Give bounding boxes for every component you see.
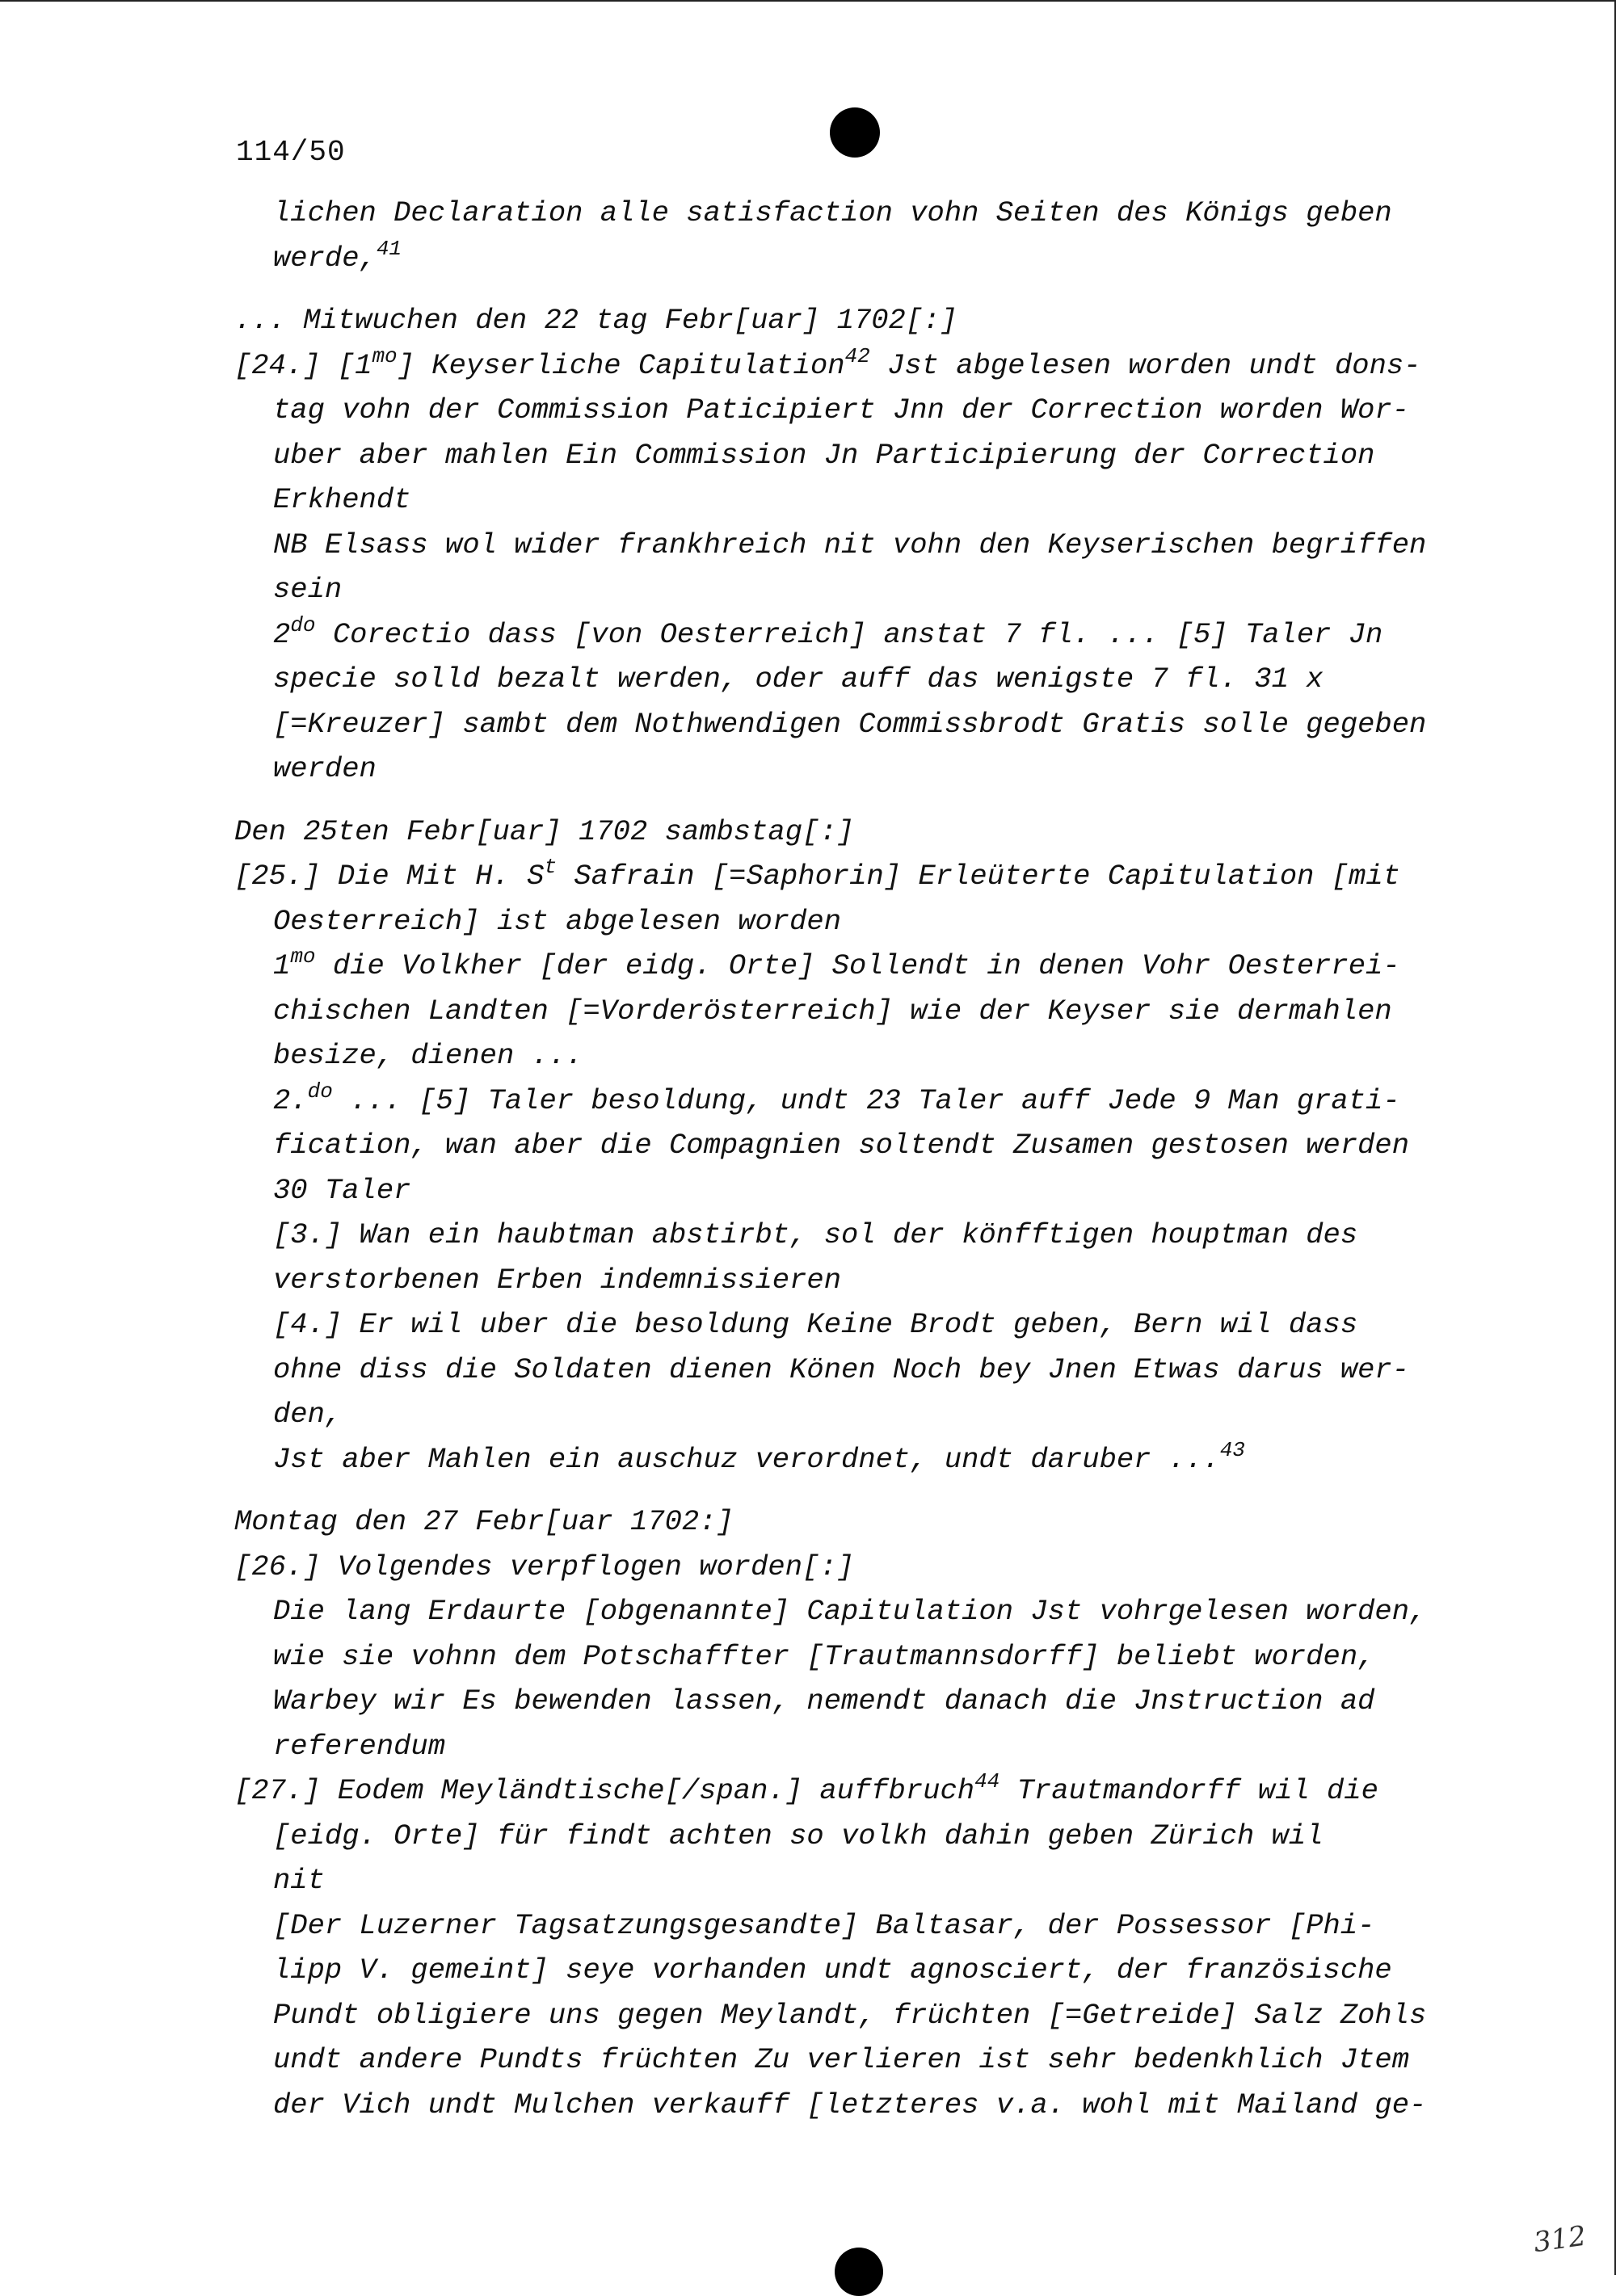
text-line: besize, dienen ... xyxy=(273,1039,583,1072)
punch-hole-bottom xyxy=(835,2248,883,2296)
text-line: nit xyxy=(273,1864,325,1897)
text-line: werde,$^{41}$ xyxy=(273,236,402,275)
text-line: $2^{do}$ Corectio dass [von Oesterreich] anstat 7 fl. ... [5] Taler Jn xyxy=(273,612,1383,651)
text-line: undt andere Pundts früchten Zu verlieren ist sehr bedenkhlich Jtem xyxy=(273,2043,1410,2076)
text-line: Die lang Erdaurte [obgenannte] Capitulation Jst vohrgelesen worden, xyxy=(273,1595,1427,1628)
text-line: Pundt obligiere uns gegen Meylandt, früchten [=Getreide] Salz Zohls xyxy=(273,1998,1427,2032)
text-line: $1^{mo}$ die Volkher [der eidg. Orte] Sollendt in denen Vohr Oesterrei- xyxy=(273,944,1400,982)
text-line: Jst aber Mahlen ein auschuz verordnet, undt daruber ...$^{43}$ xyxy=(273,1437,1245,1476)
text-line: werden xyxy=(273,752,377,785)
text-line: tag vohn der Commission Paticipiert Jnn der Correction worden Wor- xyxy=(273,393,1410,427)
date-heading: Montag den 27 Febr[uar 1702:] xyxy=(234,1505,734,1538)
footnote-ref: 42 xyxy=(844,343,870,368)
punch-hole-top xyxy=(830,107,880,158)
text-line: [3.] Wan ein haubtman abstirbt, sol der könfftigen houptman des xyxy=(273,1218,1358,1251)
text-line: specie solld bezalt werden, oder auff das wenigste 7 fl. 31 x xyxy=(273,662,1324,696)
date-heading: Den 25ten Febr[uar] 1702 sambstag[:] xyxy=(234,814,854,848)
text-line: [4.] Er wil uber die besoldung Keine Brodt geben, Bern wil dass xyxy=(273,1308,1358,1341)
text-line: [Der Luzerner Tagsatzungsgesandte] Baltasar, der Possessor [Phi- xyxy=(273,1908,1375,1942)
text-line: Warbey wir Es bewenden lassen, nemendt danach die Jnstruction ad xyxy=(273,1684,1375,1718)
text-line: [eidg. Orte] für findt achten so volkh dahin geben Zürich wil xyxy=(273,1819,1324,1852)
text-line: Oesterreich] ist abgelesen worden xyxy=(273,904,842,938)
text-line: sein xyxy=(273,573,343,606)
text-line: ohne diss die Soldaten dienen Könen Noch bey Jnen Etwas darus wer- xyxy=(273,1352,1410,1386)
text-line: lichen Declaration alle satisfaction vohn Seiten des Königs geben xyxy=(273,196,1392,229)
footnote-ref: 43 xyxy=(1219,1437,1245,1462)
handwritten-folio-number: 312 xyxy=(1531,2219,1589,2260)
text-line: [=Kreuzer] sambt dem Nothwendigen Commissbrodt Gratis solle gegeben xyxy=(273,707,1427,741)
text-line: chischen Landten [=Vorderösterreich] wie der Keyser sie dermahlen xyxy=(273,994,1392,1028)
text-line: [25.] Die Mit H. $S^t$ Safrain [=Saphorin] Erleüterte Capitulation [mit xyxy=(234,855,1400,893)
text-line: Erkhendt xyxy=(273,483,411,516)
footnote-ref: 44 xyxy=(974,1769,1000,1793)
page-number: 114/50 xyxy=(236,136,346,169)
text-line: wie sie vohnn dem Potschaffter [Trautmannsdorff] beliebt worden, xyxy=(273,1639,1375,1673)
text-line: verstorbenen Erben indemnissieren xyxy=(273,1263,842,1297)
text-line: 2.$^{do}$ ... [5] Taler besoldung, undt 23 Taler auff Jede 9 Man grati- xyxy=(273,1079,1400,1117)
text-line: [24.] $[1^{mo}]$ Keyserliche Capitulation$^{42}$ Jst abgelesen worden undt dons- xyxy=(234,343,1421,382)
text-line: uber aber mahlen Ein Commission Jn Participierung der Correction xyxy=(273,438,1375,472)
date-heading: ... Mitwuchen den 22 tag Febr[uar] 1702[:] xyxy=(234,304,957,337)
text-line: den, xyxy=(273,1398,343,1431)
text-line: NB Elsass wol wider frankhreich nit vohn den Keyserischen begriffen xyxy=(273,528,1427,561)
text-line: fication, wan aber die Compagnien soltendt Zusamen gestosen werden xyxy=(273,1129,1410,1162)
document-body xyxy=(234,191,1479,2127)
text-line: lipp V. gemeint] seye vorhanden undt agnosciert, der französische xyxy=(273,1953,1392,1987)
text-line: [27.] Eodem Meyländtische[/span.] auffbruch$^{44}$ Trautmandorff wil die xyxy=(234,1769,1378,1807)
text-line: [26.] Volgendes verpflogen worden[:] xyxy=(234,1550,854,1583)
text-line: referendum xyxy=(273,1729,446,1763)
footnote-ref: 41 xyxy=(376,236,402,261)
text-line: 30 Taler xyxy=(273,1173,411,1207)
text-line: der Vich undt Mulchen verkauff [letzteres v.a. wohl mit Mailand ge- xyxy=(273,2088,1427,2121)
